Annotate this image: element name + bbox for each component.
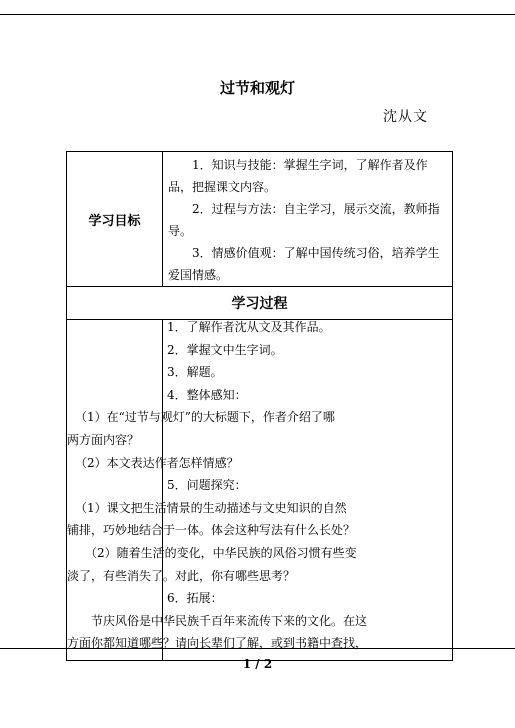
process-question: （1）课文把生活情景的生动描述与文史知识的自然	[75, 500, 347, 515]
process-item: 1．了解作者沈从文及其作品。	[167, 320, 331, 334]
process-heading: 学习过程	[67, 287, 453, 320]
process-item: 2．掌握文中生字词。	[167, 342, 283, 357]
goal-item: 2．过程与方法：自主学习，展示交流，教师指导。	[168, 202, 440, 238]
extension-text: 节庆风俗是中华民族千百年来流传下来的文化。在这	[91, 613, 368, 628]
process-content	[67, 316, 447, 655]
process-question: （1）在“过节与观灯”的大标题下，作者介绍了哪	[75, 410, 335, 425]
process-question-cont: 两方面内容？	[67, 432, 140, 447]
document-title: 过节和观灯	[219, 79, 295, 97]
process-item: 6．拓展：	[167, 591, 223, 606]
process-item: 4．整体感知：	[167, 387, 247, 402]
goals-label: 学习目标	[67, 152, 163, 287]
page-number: 1 / 2	[242, 657, 273, 671]
process-item: 5．问题探究：	[167, 478, 247, 493]
document-author: 沈从文	[383, 109, 428, 125]
footer-rule	[0, 648, 515, 649]
goals-content	[163, 152, 453, 287]
process-question: （2）本文表达作者怎样情感？	[75, 455, 239, 470]
goal-item: 1．知识与技能：掌握生字词，了解作者及作品，把握课文内容。	[168, 158, 428, 194]
goal-item: 3．情感价值观：了解中国传统习俗，培养学生爱国情感。	[168, 246, 440, 282]
process-question: （2）随着生活的变化，中华民族的风俗习惯有些变	[85, 545, 357, 560]
process-question-cont: 淡了，有些消失了。对此，你有哪些思考？	[67, 568, 296, 583]
process-question-cont: 铺排，巧妙地结合于一体。体会这种写法有什么长处？	[67, 523, 356, 538]
header-rule	[0, 14, 515, 15]
extension-text-cont: 方面你都知道哪些？请向长辈们了解，或到书籍中查找，	[67, 636, 368, 651]
process-item: 3．解题。	[167, 365, 223, 380]
goals-row	[67, 152, 453, 287]
process-heading-row	[67, 287, 453, 320]
